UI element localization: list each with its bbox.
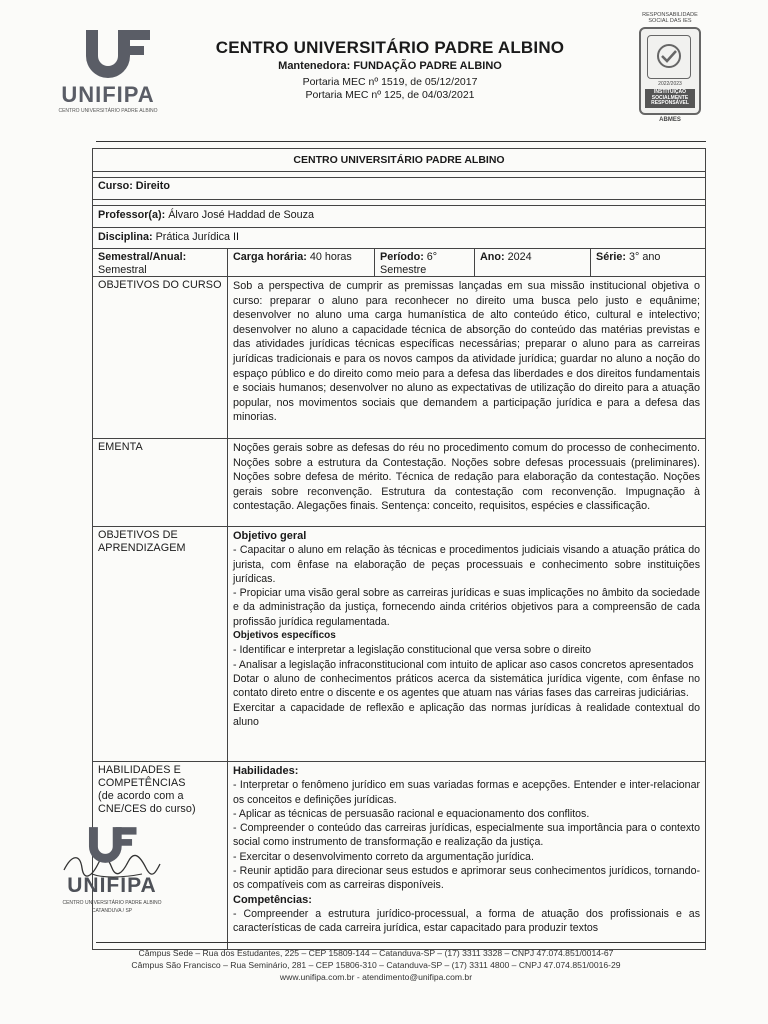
stamp-city: CATANDUVA / SP [91,908,133,914]
social-responsibility-seal [636,12,704,138]
course-objectives-row [93,276,705,439]
year-label: Ano: [480,251,505,263]
skill-item-4: - Exercitar o desenvolvimento correto da argumentação jurídica. [233,850,534,863]
course-row [93,177,705,200]
skills-title: Habilidades: [233,765,299,777]
skills-label-1: HABILIDADES E [98,764,181,776]
skills-competencies-row [93,761,705,950]
specific-objectives-title: Objetivos específicos [233,630,336,642]
footer-website: www.unifipa.com.br - atendimento@unifipa.com.br [279,972,473,982]
ordinance-line-1: Portaria MEC nº 1519, de 05/12/2017 [302,76,478,88]
skill-item-1: - Interpretar o fenômeno jurídico em suas variadas formas e acepções. Entender e inter-relacionar os conceitos e definições jurídicas. [233,779,700,806]
general-objective-1: - Capacitar o aluno em relação às técnicas e procedimentos judiciais visando a atuação prática do jurista, com ênfase na elaboração de peças processuais e conhecimento sobre instituições jurídicas. [233,544,700,585]
discipline-row [93,227,705,249]
period-value: 6° [426,251,438,263]
abmes-label: ABMES [659,117,681,123]
learning-objectives-label-1: OBJETIVOS DE [98,529,178,541]
table-title: CENTRO UNIVERSITÁRIO PADRE ALBINO [293,154,505,166]
ementa-text: Noções gerais sobre as defesas do réu no procedimento comum do processo de conhecimento. Noções sobre a estrutura da Contestação. Noções sobre defesas processuais (preliminares). Noções sobre defesa de mérito. Técnica de redação para elaboração da contestação. Noções gerais sobre reconvenção. Estrutura da contestação com reconvenção. Impugnação à contestação. Alegações finais. Sentença: conceito, requisitos, espécies e classificação. [227,439,705,527]
skills-label-2: COMPETÊNCIAS [98,777,186,789]
specific-objective-3: Dotar o aluno de conhecimentos práticos acerca da sistemática jurídica vigente, com ênfase no contato direto entre o discente e os agentes que atuam nas várias fases das carreiras judiciárias. [233,672,700,700]
logo-subtitle: CENTRO UNIVERSITÁRIO PADRE ALBINO [58,108,158,114]
specific-objective-2: - Analisar a legislação infraconstitucional com intuito de aplicar aso casos concretos apresentados [233,658,694,671]
learning-objectives-label-2: APRENDIZAGEM [98,542,186,554]
unifipa-logo [56,28,160,120]
seal-badge [639,27,701,115]
course-label: Curso: [98,180,133,192]
year-value: 2024 [507,251,532,263]
ementa-label: EMENTA [98,441,143,453]
period-unit: Semestre [380,264,427,276]
discipline-label: Disciplina: [98,231,153,243]
seal-label: INSTITUIÇÃO SOCIALMENTE RESPONSÁVEL [645,89,695,108]
skills-label-4: CNE/CES do curso) [98,803,196,815]
workload-label: Carga horária: [233,251,307,263]
footer-line-1: Câmpus Sede – Rua dos Estudantes, 225 – CEP 15809-144 – Catanduva-SP – (17) 3311 3328 – CNPJ 47.074.851/0014-67 [138,948,614,958]
professor-value: Álvaro José Haddad de Souza [168,209,315,221]
discipline-value: Prática Jurídica II [155,231,240,243]
header-divider [96,141,706,142]
general-objective-title: Objetivo geral [233,530,307,542]
professor-label: Professor(a): [98,209,166,221]
semester-value: Semestral [98,264,147,276]
skill-item-5: - Reunir aptidão para direcionar seus estudos e aprimorar seus conhecimentos jurídicos, tornando-os compatíveis com as carreiras disponíveis. [233,865,700,892]
competency-item-1: - Compreender a estrutura jurídico-processual, a forma de atuação dos profissionais e as características de cada carreira jurídica, estar capacitado para produzir textos [233,907,700,935]
course-value: Direito [135,180,170,192]
seal-year: 2022/2023 [658,81,682,87]
ordinance-line-2: Portaria MEC nº 125, de 04/03/2021 [305,89,475,101]
uf-logo-icon [82,28,152,80]
stamp-wordmark: UNIFIPA [67,874,157,897]
series-label: Série: [596,251,627,263]
schedule-row [93,248,705,277]
stamp-subtitle: CENTRO UNIVERSITÁRIO PADRE ALBINO [62,900,162,906]
learning-objectives-row [93,526,705,762]
syllabus-table [92,148,706,950]
specific-objective-1: - Identificar e interpretar a legislação constitucional que versa sobre o direito [233,644,592,657]
ementa-row [93,438,705,527]
uf-stamp-icon [86,822,138,868]
period-label: Período: [380,251,424,263]
series-value: 3° ano [629,251,661,263]
maintainer-line: Mantenedora: FUNDAÇÃO PADRE ALBINO [278,60,502,72]
logo-wordmark: UNIFIPA [61,82,155,107]
table-title-row [93,149,705,171]
general-objective-2: - Propiciar uma visão geral sobre as carreiras jurídicas e suas implicações no âmbito da sociedade e da administração da justiça, fornecendo ainda critérios objetivos para a compreensão de cada profissão jurídica regulamentada. [233,587,700,628]
specific-objective-4: Exercitar a capacidade de reflexão e aplicação das normas jurídicas à realidade contextual do aluno [233,701,700,728]
seal-emblem-icon [647,35,691,79]
semester-label: Semestral/Anual: [98,251,187,263]
workload-value: 40 horas [309,251,352,263]
skill-item-2: - Aplicar as técnicas de persuasão racional e equacionamento dos conflitos. [233,807,590,820]
course-objectives-text: Sob a perspectiva de cumprir as premissas lançadas em sua missão institucional objetiva o curso: preparar o aluno para reconhecer no direito uma busca pelo justo e equânime; desenvolver no aluno uma carga humanística de alto conteúdo ético, cultural e intelectivo; desenvolver no aluno a capacidade técnica de absorção do conteúdo das matérias previstas e das atividades jurídicas técnicas específicas necessárias; preparar o aluno para as carreiras jurídicas tradicionais e para os novos campos da atividade jurídica; guardar no aluno a noção do espaço público e do direito como meio para a defesa das liberdades e dos direitos fundamentais e sociais humanos; desenvolver no aluno as expectativas de utilização do direito para a atuação popular, nos movimentos sociais que demandem a participação jurídica e para a defesa das minorias. [227,277,705,439]
course-objectives-label: OBJETIVOS DO CURSO [98,279,222,291]
skill-item-3: - Compreender o conteúdo das carreiras jurídicas, especialmente sua importância para o contexto social como instrumento de transformação e realização da justiça. [233,822,700,849]
footer-line-2: Câmpus São Francisco – Rua Seminário, 281 – CEP 15806-310 – Catanduva-SP – (17) 3311 4800 – CNPJ 47.074.851/0016-29 [131,960,621,970]
skills-label-3: (de acordo com a [98,790,184,802]
competencies-title: Competências: [233,893,312,906]
footer-divider [96,942,706,943]
institution-stamp [54,820,170,920]
institution-title: CENTRO UNIVERSITÁRIO PADRE ALBINO [215,38,565,57]
seal-caption: RESPONSABILIDADE SOCIAL DAS IES [642,12,698,24]
professor-row [93,205,705,228]
